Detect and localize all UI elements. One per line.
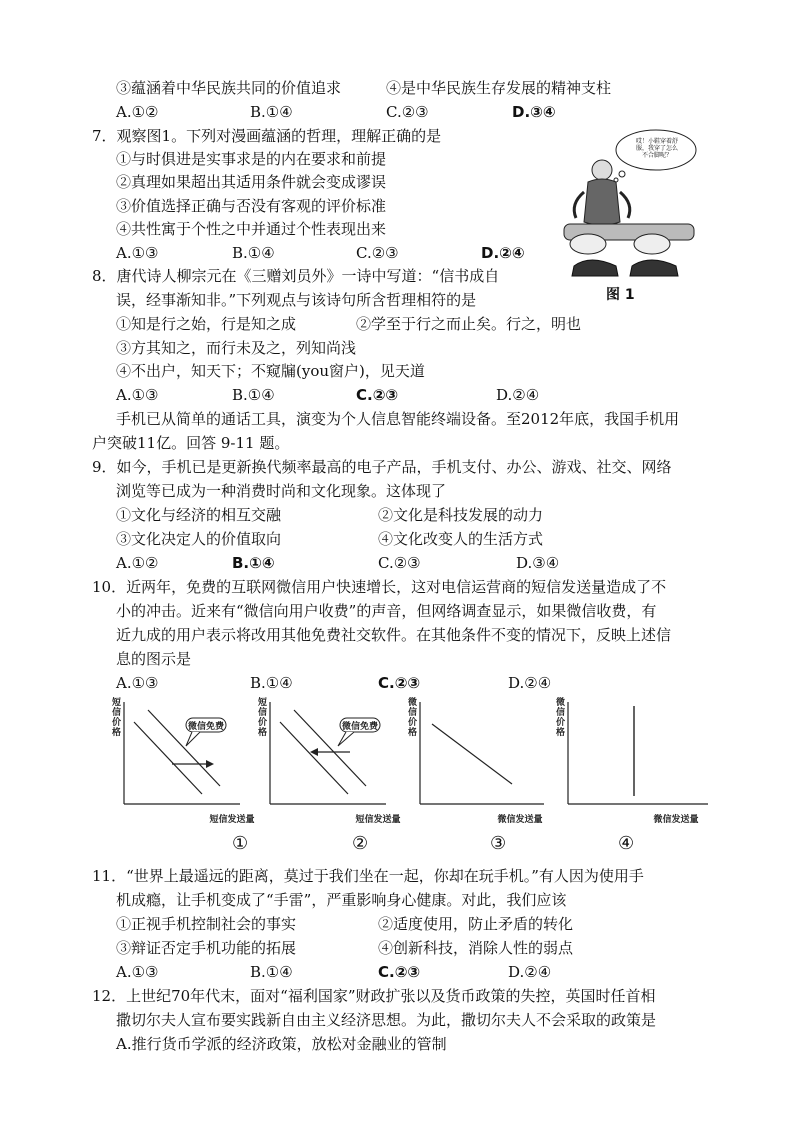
q9-option-b: B.①④ bbox=[232, 554, 275, 572]
graph-2-ylabel: 短信价格 bbox=[258, 698, 268, 738]
q6-option-c: C.②③ bbox=[386, 103, 429, 121]
q11-option-a: A.①③ bbox=[116, 963, 159, 981]
graph-4-plot bbox=[556, 698, 716, 858]
graph-2 bbox=[258, 698, 418, 858]
q9-stem-line2: 浏览等已成为一种消费时尚和文化现象。这体现了 bbox=[116, 482, 447, 500]
q12-option-a: A.推行货币学派的经济政策，放松对金融业的管制 bbox=[116, 1035, 447, 1053]
man-head bbox=[592, 160, 612, 180]
passage-line2: 户突破11亿。回答 9-11 题。 bbox=[92, 434, 290, 452]
q6-option-a: A.①② bbox=[116, 103, 159, 121]
q9-item2: ②文化是科技发展的动力 bbox=[378, 506, 544, 524]
q11-item3: ③辩证否定手机功能的拓展 bbox=[116, 939, 297, 957]
graph-2-xlabel: 短信发送量 bbox=[355, 815, 401, 825]
graph-4-ylabel: 微信价格 bbox=[556, 698, 566, 738]
q9-stem-line1: 9．如今，手机已是更新换代频率最高的电子产品，手机支付、办公、游戏、社交、网络 bbox=[92, 458, 672, 476]
graph-1-number: ① bbox=[232, 833, 249, 854]
q11-item4: ④创新科技，消除人性的弱点 bbox=[378, 939, 574, 957]
q7-item3: ③价值选择正确与否没有客观的评价标准 bbox=[116, 197, 387, 215]
q8-item2: ②学至于行之而止矣。行之，明也 bbox=[356, 315, 582, 333]
q7-option-d: D.②④ bbox=[481, 244, 525, 262]
q7-option-b: B.①④ bbox=[232, 244, 275, 262]
cartoon-figure bbox=[560, 126, 700, 306]
q10-option-c: C.②③ bbox=[378, 674, 421, 692]
q7-option-c: C.②③ bbox=[356, 244, 399, 262]
q8-option-a: A.①③ bbox=[116, 386, 159, 404]
q10-option-a: A.①③ bbox=[116, 674, 159, 692]
q12-stem-line1: 12．上世纪70年代末，面对“福利国家”财政扩张以及货币政策的失控，英国时任首相 bbox=[92, 987, 656, 1005]
q8-stem-line2: 误，经事渐知非。”下列观点与该诗句所含哲理相符的是 bbox=[116, 291, 477, 309]
q9-item4: ④文化改变人的生活方式 bbox=[378, 530, 544, 548]
graph-4-number: ④ bbox=[618, 833, 635, 854]
left-shoe bbox=[572, 260, 618, 276]
graph-3-xlabel: 微信发送量 bbox=[497, 815, 543, 825]
graph-3-number: ③ bbox=[490, 833, 507, 854]
q8-option-b: B.①④ bbox=[232, 386, 275, 404]
graph-3-ylabel: 微信价格 bbox=[408, 698, 418, 738]
q9-option-a: A.①② bbox=[116, 554, 159, 572]
q7-option-a: A.①③ bbox=[116, 244, 159, 262]
graph-4-xlabel: 微信发送量 bbox=[653, 815, 699, 825]
man-body bbox=[584, 179, 620, 225]
q6-item3: ③蕴涵着中华民族共同的价值追求 bbox=[116, 79, 342, 97]
q10-stem-line1: 10．近两年，免费的互联网微信用户快速增长，这对电信运营商的短信发送量造成了不 bbox=[92, 578, 667, 596]
q11-item1: ①正视手机控制社会的事实 bbox=[116, 915, 297, 933]
graph-1-ylabel: 短信价格 bbox=[112, 698, 122, 738]
graph-4 bbox=[556, 698, 716, 858]
graph-3-plot bbox=[408, 698, 568, 858]
q11-option-d: D.②④ bbox=[508, 963, 552, 981]
q8-stem-line1: 8．唐代诗人柳宗元在《三赠刘员外》一诗中写道：“信书成自 bbox=[92, 267, 500, 285]
q12-stem-line2: 撒切尔夫人宣布要实践新自由主义经济思想。为此，撒切尔夫人不会采取的政策是 bbox=[116, 1011, 657, 1029]
q8-option-d: D.②④ bbox=[496, 386, 540, 404]
q10-stem-line4: 息的图示是 bbox=[116, 650, 192, 668]
q10-stem-line2: 小的冲击。近来有“微信向用户收费”的声音，但网络调查显示，如果微信收费，有 bbox=[116, 602, 657, 620]
graph-1-tag: 微信免费 bbox=[187, 722, 225, 732]
q11-option-b: B.①④ bbox=[250, 963, 293, 981]
q10-option-b: B.①④ bbox=[250, 674, 293, 692]
q8-item1: ①知是行之始，行是知之成 bbox=[116, 315, 297, 333]
q9-item3: ③文化决定人的价值取向 bbox=[116, 530, 282, 548]
demand-curve bbox=[432, 724, 512, 784]
speech-bubble-text: 哎！小鞋穿着舒服，我穿了怎么不合脚呢？ bbox=[635, 138, 678, 159]
figure-caption: 图 1 bbox=[606, 287, 635, 303]
q11-stem-line1: 11．“世界上最遥远的距离，莫过于我们坐在一起，你却在玩手机。”有人因为使用手 bbox=[92, 867, 644, 885]
demand-curve-original bbox=[280, 722, 348, 794]
q8-item3: ③方其知之，而行未及之，列知尚浅 bbox=[116, 339, 357, 357]
q7-item4: ④共性寓于个性之中并通过个性表现出来 bbox=[116, 220, 387, 238]
passage-line1: 手机已从简单的通话工具，演变为个人信息智能终端设备。至2012年底，我国手机用 bbox=[116, 410, 680, 428]
q7-stem: 7．观察图1。下列对漫画蕴涵的哲理，理解正确的是 bbox=[92, 127, 442, 145]
q11-item2: ②适度使用，防止矛盾的转化 bbox=[378, 915, 574, 933]
graph-2-plot bbox=[258, 698, 418, 858]
q7-item2: ②真理如果超出其适用条件就会变成谬误 bbox=[116, 173, 387, 191]
q6-option-b: B.①④ bbox=[250, 103, 293, 121]
left-foot bbox=[570, 234, 606, 254]
q11-option-c: C.②③ bbox=[378, 963, 421, 981]
q6-item4: ④是中华民族生存发展的精神支柱 bbox=[386, 79, 612, 97]
q7-item1: ①与时俱进是实事求是的内在要求和前提 bbox=[116, 150, 387, 168]
q11-stem-line2: 机成瘾，让手机变成了“手雷”，严重影响身心健康。对此，我们应该 bbox=[116, 891, 567, 909]
graph-1-xlabel: 短信发送量 bbox=[209, 815, 255, 825]
q9-option-d: D.③④ bbox=[516, 554, 560, 572]
q9-option-c: C.②③ bbox=[378, 554, 421, 572]
right-foot bbox=[634, 234, 670, 254]
graph-2-number: ② bbox=[352, 833, 369, 854]
right-shoe bbox=[630, 260, 678, 276]
graph-1 bbox=[112, 698, 272, 858]
q10-stem-line3: 近九成的用户表示将改用其他免费社交软件。在其他条件不变的情况下，反映上述信 bbox=[116, 626, 672, 644]
graph-2-tag: 微信免费 bbox=[341, 722, 379, 732]
graph-3 bbox=[408, 698, 568, 858]
q6-option-d: D.③④ bbox=[512, 103, 556, 121]
q10-option-d: D.②④ bbox=[508, 674, 552, 692]
q8-option-c: C.②③ bbox=[356, 386, 399, 404]
q8-item4: ④不出户，知天下；不窥牖(you窗户)，见天道 bbox=[116, 362, 425, 380]
q9-item1: ①文化与经济的相互交融 bbox=[116, 506, 282, 524]
